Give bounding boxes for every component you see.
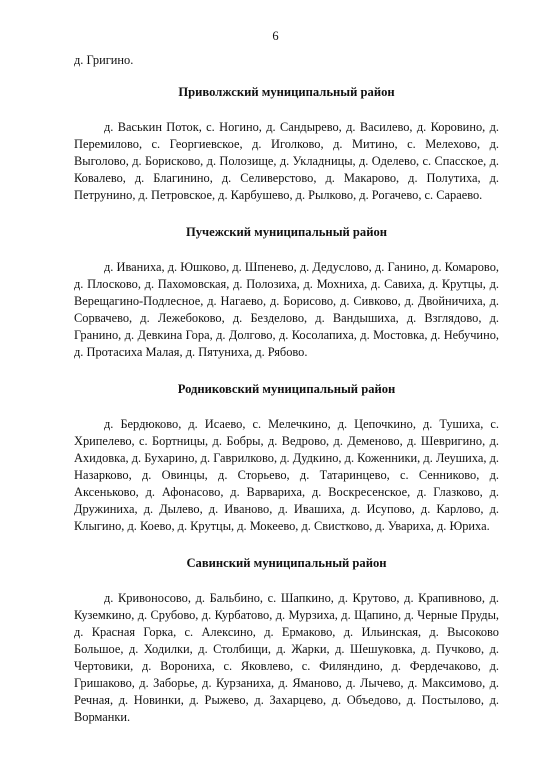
section-puchezhsky (74, 224, 499, 361)
section-settlement-list: д. Бердюково, д. Исаево, с. Мелечкино, д. Цепочкино, д. Тушиха, с. Хрипелево, с. Бортницы, д. Бобры, д. Ведрово, д. Деменово, д. Шевригино, д. Ахидовка, д. Бухарино, д. Гаврилково, д. Дудкино, д. Коженники, д. Леушиха, д. Назарково, д. Овинцы, д. Сторьево, д. Татаринцево, с. Сенниково, д. Аксеньково, д. Афонасово, д. Варвариха, д. Воскресенское, д. Глазково, д. Дружиниха, д. Дылево, д. Иваново, д. Ивашиха, д. Исупово, д. Карлово, д. Клыгино, д. Коево, д. Крутцы, д. Мокеево, д. Свистково, д. Увариха, д. Юриха. (74, 417, 499, 533)
section-title: Родниковский муниципальный район (177, 382, 396, 396)
section-title: Савинский муниципальный район (186, 556, 387, 570)
document-body (74, 52, 499, 746)
section-title: Пучежский муниципальный район (185, 225, 388, 239)
section-privolzhsky (74, 84, 499, 204)
section-title: Приволжский муниципальный район (178, 85, 395, 99)
section-savinsky (74, 555, 499, 726)
section-settlement-list: д. Иваниха, д. Юшково, д. Шпенево, д. Дедуслово, д. Ганино, д. Комарово, д. Плосково, д. Пахомовская, д. Полозиха, д. Мохниха, д. Савиха, д. Крутцы, д. Верещагино-Подлесное, д. Нагаево, д. Борисово, д. Сивково, д. Двойничиха, д. Сорвачево, д. Лежебоково, д. Безделово, д. Вандышиха, д. Взглядово, д. Гранино, д. Девкина Гора, д. Долгово, д. Косолапиха, д. Мостовка, д. Небучино, д. Протасиха Малая, д. Пятуниха, д. Рябово. (74, 260, 499, 359)
section-settlement-list: д. Васькин Поток, с. Ногино, д. Сандырево, д. Василево, д. Коровино, д. Перемилово, с. Георгиевское, д. Иголково, д. Митино, с. Мелехово, д. Выголово, д. Борисково, д. Полозище, д. Укладницы, д. Оделево, с. Спасское, д. Ковалево, д. Благинино, д. Селиверстово, д. Макарово, д. Полутиха, д. Петрунино, д. Петровское, д. Карбушево, д. Рылково, д. Рогачево, с. Сараево. (74, 120, 499, 202)
section-settlement-list: д. Кривоносово, д. Бальбино, с. Шапкино, д. Крутово, д. Крапивново, д. Куземкино, д. Срубово, д. Курбатово, д. Мурзиха, д. Щапино, д. Черные Пруды, д. Красная Горка, с. Алексино, д. Ермаково, д. Ильинская, д. Высоково Большое, д. Ходилки, д. Столбищи, д. Жарки, д. Шешуковка, д. Пучково, д. Чертовики, д. Ворониха, с. Яковлево, с. Филяндино, д. Фердечаково, д. Гришаково, д. Заборье, д. Курзаниха, д. Яманово, д. Лычево, д. Максимово, д. Речная, д. Новинки, д. Рыжево, д. Захарцево, д. Объедово, д. Постылово, д. Ворманки. (74, 591, 499, 724)
section-rodnikovsky (74, 381, 499, 535)
page-number: 6 (272, 29, 279, 43)
continued-list-ending: д. Григино. (74, 53, 134, 67)
